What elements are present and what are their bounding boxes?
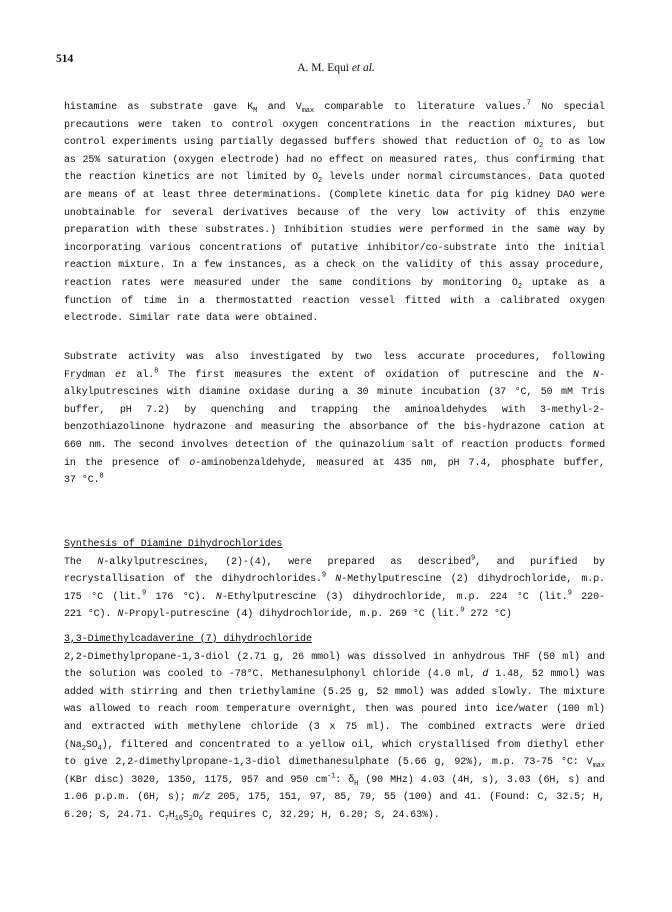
text-line: recrystallisation of the dihydrochlorides.$^9$ N-Methylputrescine (2) dihydrochloride, m.p. [64,571,605,586]
section-heading-text: Synthesis of Diamine Dihydrochlorides [64,539,283,550]
text-line: are means of at least three determinations. (Complete kinetic data for pig kidney DAO were [64,189,605,201]
section-heading [64,631,605,649]
text-line: alkylputrescines with diamine oxidase during a 30 minute incubation (37 °C, 50 mM Tris [64,387,605,399]
text-line: The N-alkylputrescines, (2)-(4), were prepared as described$^9$, and purified by [64,554,605,568]
text-line: 660 nm. The second involves detection of the quinazolium salt of reaction products formed [64,439,605,451]
paragraph-assay-method [64,99,605,328]
text-line: 221 °C). N-Propyl-putrescine (4) dihydrochloride, m.p. 269 °C (lit.$^9$ 272 °C) [64,607,512,621]
text-line: the solution was cooled to -78°C. Methanesulphonyl chloride (4.0 ml, d 1.48, 52 mmol) was [64,669,605,681]
text-line: to give 2,2-dimethylpropane-1,3-diol dimethanesulphate (5.66 g, 92%), m.p. 73-75 °C: $V_{max}$ [64,757,605,771]
text-line: (KBr disc) 3020, 1350, 1175, 957 and 950 $cm^{-1}$: $\delta_H$ (90 MHz) 4.03 (4H, s), 3.03 (6H, s) and [64,772,605,788]
text-line: benzothiazolinone hydrazone and measuring the absorbance of the bis-hydrazone cation at [64,422,605,434]
text-line: control experiments using partially degassed buffers showed that reduction of $O_2$ to as low [64,137,605,151]
paragraph-substrate-activity [64,349,605,490]
text-line: 37 °C.$^8$ [64,472,104,487]
section-heading-text: 3,3-Dimethylcadaverine (7) dihydrochloride [64,634,312,645]
text-line: precautions were taken to control oxygen concentrations in the reaction mixtures, but [64,119,605,131]
text-line: added with stirring and then triethylamine (5.25 g, 52 mmol) was added slowly. The mixture [64,686,605,698]
section-dimethylcadaverine-dihydrochloride [64,631,605,825]
text-line: Frydman et al.$^8$ The first measures the extent of oxidation of putrescine and the N- [64,367,605,381]
text-line: reaction mixture. In a few instances, as a check on the validity of this assay procedure, [64,260,605,272]
page-number: 514 [56,53,74,65]
text-line: 1.06 p.p.m. (6H, s); m/z 205, 175, 151, 97, 85, 79, 55 (100) and 41. (Found: C, 32.5; H, [64,792,605,804]
text-line: in the presence of o-aminobenzaldehyde, measured at 435 nm, pH 7.4, phosphate buffer, [64,457,605,469]
text-line: $(Na_2SO_4)$, filtered and concentrated to a yellow oil, which crystallised from diethyl ether [64,739,605,753]
text-line: histamine as substrate gave $K_M$ and $V_{max}$ comparable to literature values.$^7$ No special [64,99,605,115]
running-head [0,62,672,74]
text-line: unobtainable for several derivatives because of the very low activity of this enzyme [64,207,605,219]
text-line: Substrate activity was also investigated by two less accurate procedures, following [64,352,605,363]
text-line: reaction rates were measured under the same conditions by monitoring $O_2$ uptake as a [64,277,605,291]
text-line: the reaction kinetics are not limited by $O_2$ levels under normal circumstances. Data quoted [64,172,605,186]
text-line: 6.20; S, 24.71. $C_7H_{16}S_2O_6$ requires C, 32.29; H, 6.20; S, 24.63%). [64,809,440,823]
text-line: buffer, pH 7.2) by quenching and trapping the aminoaldehydes with 3-methyl-2- [64,404,605,416]
text-line: 2,2-Dimethylpropane-1,3-diol (2.71 g, 26 mmol) was dissolved in anhydrous THF (50 ml) and [64,651,605,663]
text-line: incorporating various concentrations of putative inhibitor/co-substrate into the initial [64,242,605,254]
running-head-etal: et al. [351,62,375,74]
text-line: 175 °C (lit.$^9$ 176 °C). N-Ethylputrescine (3) dihydrochloride, m.p. 224 °C (lit.$^9$ 220- [64,589,605,603]
text-line: function of time in a thermostatted reaction vessel fitted with a calibrated oxygen [64,295,605,307]
text-line: was allowed to reach room temperature overnight, then was poured into ice/water (100 ml) [64,704,605,716]
text-line: as 25% saturation (oxygen electrode) had no effect on measured rates, thus confirming that [64,154,605,166]
running-head-authors: A. M. Equi [297,62,349,74]
section-heading [64,536,605,554]
section-synthesis-diamine-dihydrochlorides [64,536,605,624]
text-line: and extracted with methylene chloride (3 x 75 ml). The combined extracts were dried [64,721,605,733]
text-line: preparation with these substrates.) Inhibition studies were performed in the same way by [64,225,605,237]
text-line: electrode. Similar rate data were obtained. [64,313,319,325]
